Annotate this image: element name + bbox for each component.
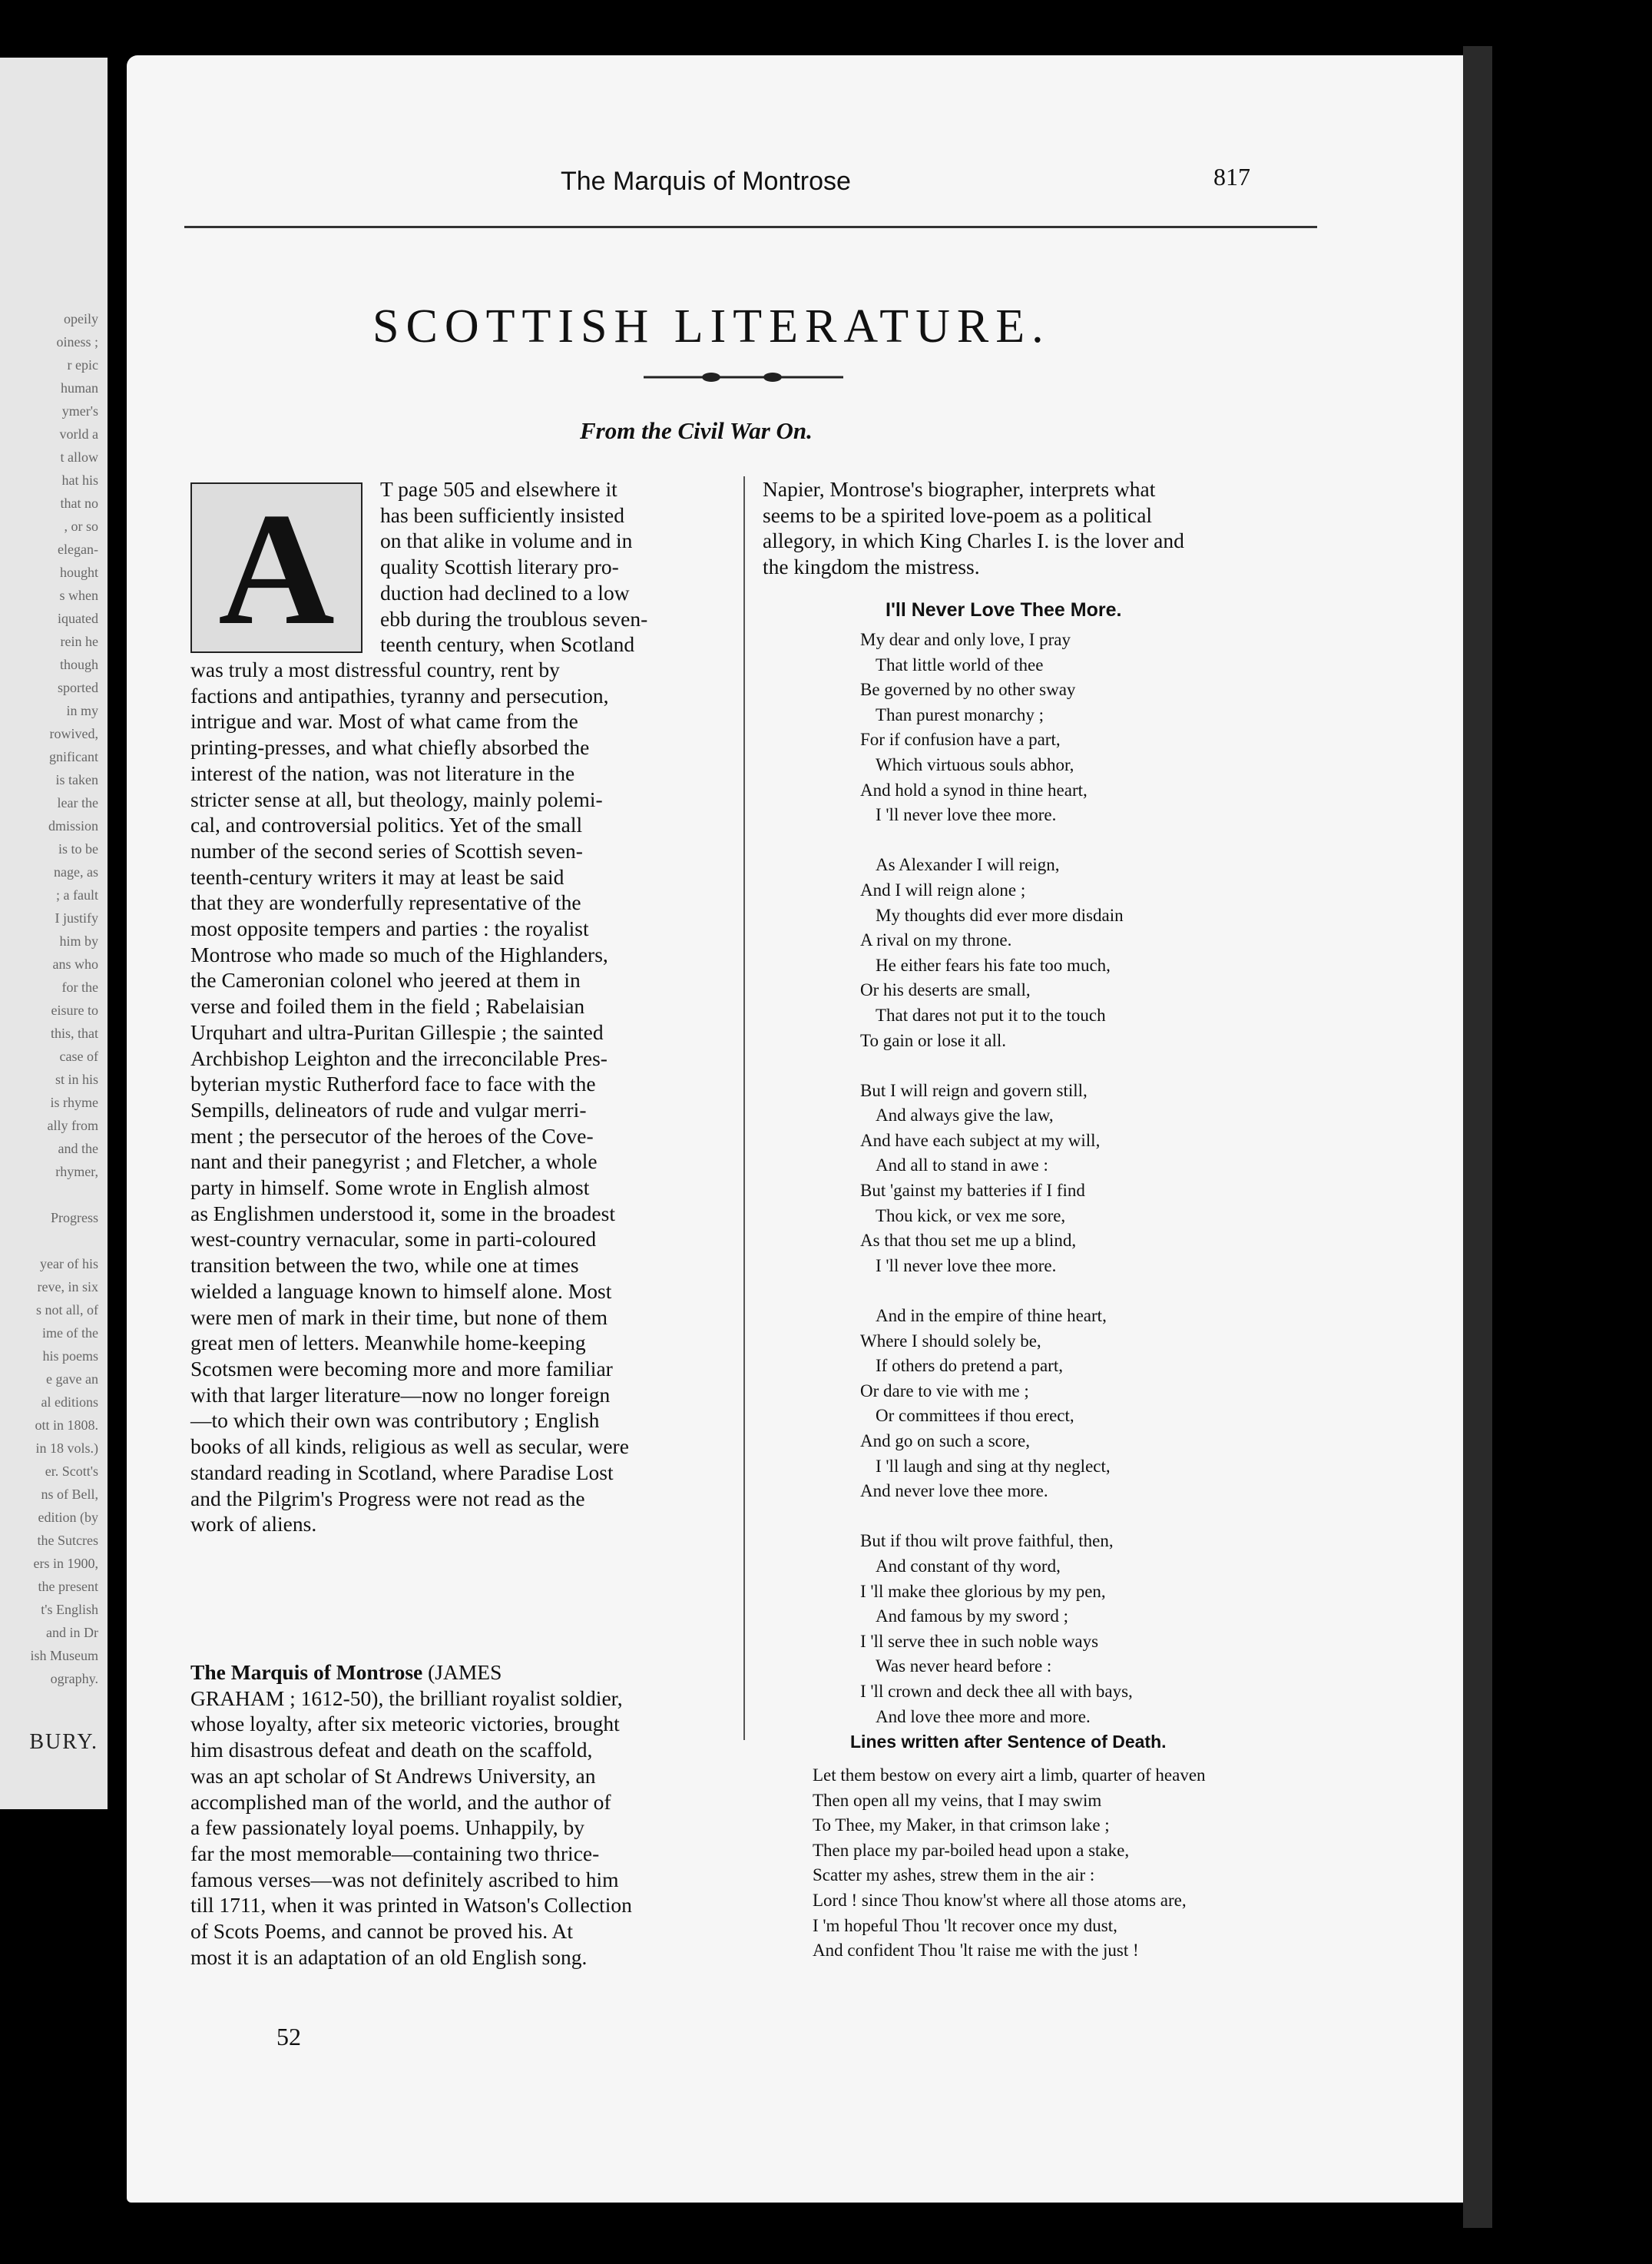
- facing-page-line: ime of the: [42, 1325, 98, 1341]
- facing-page-line: sported: [58, 680, 98, 695]
- paragraph-line: most it is an adaptation of an old English song.: [190, 1944, 588, 1969]
- poem-line: Was never heard before :: [876, 1656, 1052, 1676]
- poem-line: And never love thee more.: [860, 1481, 1048, 1501]
- poem-line: Be governed by no other sway: [860, 680, 1076, 700]
- paragraph-line: —to which their own was contributory ; English: [190, 1408, 600, 1433]
- facing-page-line: that no: [60, 496, 98, 511]
- facing-page-line: iquated: [58, 611, 98, 626]
- paragraph-line: seems to be a spirited love-poem as a political: [763, 502, 1153, 527]
- montrose-heading: The Marquis of Montrose: [190, 1660, 423, 1684]
- facing-page-line: ott in 1808.: [35, 1417, 98, 1433]
- facing-page-line: r epic: [67, 357, 98, 373]
- paragraph-line: books of all kinds, religious as well as secular, were: [190, 1434, 629, 1459]
- facing-page-line: ; a fault: [56, 887, 98, 903]
- facing-page-line: this, that: [51, 1026, 98, 1041]
- facing-page-line: ish Museum: [30, 1648, 98, 1663]
- paragraph-line: Urquhart and ultra-Puritan Gillespie ; the sainted: [190, 1019, 604, 1044]
- section-title: SCOTTISH LITERATURE.: [372, 300, 1051, 353]
- paragraph-line: ment ; the persecutor of the heroes of the Cove-: [190, 1123, 594, 1148]
- facing-page-line: t allow: [60, 449, 98, 465]
- facing-page-line: lear the: [57, 795, 98, 810]
- decorative-initial: [190, 480, 363, 658]
- paragraph-line: him disastrous defeat and death on the scaffold,: [190, 1738, 593, 1762]
- drop-cap-letter: A: [218, 480, 335, 658]
- facing-page-line: opeily: [64, 311, 98, 327]
- poem-line: But I will reign and govern still,: [860, 1080, 1088, 1100]
- facing-page-line: hat his: [61, 472, 98, 488]
- paragraph-line: Archbishop Leighton and the irreconcilable Pres-: [190, 1046, 607, 1070]
- poem-line: [860, 1504, 1133, 1530]
- facing-page-line: edition (by: [38, 1510, 98, 1525]
- montrose-paragraph: [190, 1659, 730, 1970]
- paragraph-line: that they are wonderfully representative of the: [190, 890, 581, 915]
- poem-line: My dear and only love, I pray: [860, 630, 1071, 649]
- poem-line: Thou kick, or vex me sore,: [876, 1205, 1066, 1225]
- poem-line: But if thou wilt prove faithful, then,: [860, 1531, 1114, 1551]
- poem-sentence-of-death: [813, 1763, 1206, 1964]
- facing-page-line: Progress: [51, 1210, 98, 1225]
- facing-page-line: st in his: [55, 1072, 98, 1087]
- paragraph-line: Sempills, delineators of rude and vulgar merri-: [190, 1097, 587, 1122]
- paragraph-line: the kingdom the mistress.: [763, 555, 980, 579]
- facing-page-line: I justify: [55, 910, 98, 926]
- poem-line: Let them bestow on every airt a limb, quarter of heaven: [813, 1765, 1206, 1785]
- poem-line: I 'll never love thee more.: [876, 805, 1057, 825]
- paragraph-line: cal, and controversial politics. Yet of the small: [190, 813, 583, 837]
- poem-line: I 'll laugh and sing at thy neglect,: [876, 1456, 1111, 1476]
- paragraph-line: teenth century, when Scotland: [380, 632, 635, 657]
- paragraph-line: west-country vernacular, some in parti-coloured: [190, 1227, 597, 1251]
- paragraph-line: allegory, in which King Charles I. is the lover and: [763, 529, 1184, 553]
- poem-line: And hold a synod in thine heart,: [860, 780, 1088, 800]
- poem-line: That dares not put it to the touch: [876, 1005, 1106, 1025]
- header-rule: [184, 226, 1317, 228]
- facing-page-line: the Sutcres: [37, 1533, 98, 1548]
- montrose-body: [190, 1686, 730, 1971]
- paragraph-line: Scotsmen were becoming more and more familiar: [190, 1356, 613, 1381]
- facing-page-line: s not all, of: [36, 1302, 98, 1318]
- poem-line: Or dare to vie with me ;: [860, 1381, 1029, 1400]
- paragraph-line: of Scots Poems, and cannot be proved his. At: [190, 1919, 573, 1944]
- poem-line: And always give the law,: [876, 1105, 1054, 1125]
- poem-line: As that thou set me up a blind,: [860, 1231, 1077, 1251]
- title-ornament: [644, 370, 843, 385]
- poem-line: I 'm hopeful Thou 'lt recover once my dust,: [813, 1915, 1117, 1935]
- facing-page-line: his poems: [42, 1348, 98, 1364]
- poem-title-sentence-of-death: Lines written after Sentence of Death.: [850, 1732, 1167, 1752]
- poem-line: I 'll serve thee in such noble ways: [860, 1631, 1099, 1651]
- paragraph-line: number of the second series of Scottish seven-: [190, 838, 583, 863]
- facing-page-line: ans who: [52, 956, 98, 972]
- section-subtitle: From the Civil War On.: [580, 417, 813, 444]
- main-paragraph: [190, 657, 730, 1537]
- paragraph-line: intrigue and war. Most of what came from the: [190, 709, 578, 734]
- paragraph-line: stricter sense at all, but theology, mainly polemi-: [190, 787, 603, 811]
- facing-page-line: is rhyme: [50, 1095, 98, 1110]
- paragraph-line: a few passionately loyal poems. Unhappily, by: [190, 1815, 584, 1840]
- facing-page-line: year of his: [40, 1256, 98, 1271]
- facing-page-line: ography.: [50, 1671, 98, 1686]
- poem-never-love: [860, 628, 1133, 1729]
- paragraph-line: nant and their panegyrist ; and Fletcher, a whole: [190, 1149, 598, 1174]
- poem-line: He either fears his fate too much,: [876, 955, 1111, 975]
- facing-page-line: him by: [59, 933, 98, 949]
- facing-page-line: ers in 1900,: [33, 1556, 98, 1571]
- paragraph-line: most opposite tempers and parties : the royalist: [190, 917, 589, 941]
- paragraph-line: ebb during the troublous seven-: [380, 606, 648, 631]
- poem-line: And have each subject at my will,: [860, 1130, 1101, 1150]
- poem-line: I 'll never love thee more.: [876, 1255, 1057, 1275]
- paragraph-line: wielded a language known to himself alone. Most: [190, 1278, 612, 1303]
- poem-line: And in the empire of thine heart,: [876, 1306, 1107, 1326]
- facing-page-line: in my: [66, 703, 98, 718]
- paragraph-line: standard reading in Scotland, where Paradise Lost: [190, 1460, 614, 1484]
- poem-line: Then open all my veins, that I may swim: [813, 1790, 1102, 1810]
- facing-page-line: er. Scott's: [45, 1463, 98, 1479]
- paragraph-line: famous verses—was not definitely ascribed to him: [190, 1867, 619, 1891]
- paragraph-line: whose loyalty, after six meteoric victories, brought: [190, 1712, 620, 1736]
- poem-line: [860, 1053, 1133, 1079]
- facing-page-line: gnificant: [49, 749, 98, 764]
- facing-page-line: the present: [38, 1579, 98, 1594]
- paragraph-line: T page 505 and elsewhere it: [380, 477, 617, 501]
- poem-line: And confident Thou 'lt raise me with the just !: [813, 1941, 1139, 1961]
- facing-page-line: ymer's: [61, 403, 98, 419]
- running-header-title: The Marquis of Montrose: [561, 167, 851, 196]
- facing-page-line: eisure to: [51, 1003, 98, 1018]
- poem-line: That little world of thee: [876, 655, 1044, 675]
- poem-line: I 'll make thee glorious by my pen,: [860, 1581, 1106, 1601]
- paragraph-line: were men of mark in their time, but none of them: [190, 1304, 607, 1329]
- facing-page-line: though: [59, 657, 98, 672]
- poem-line: But 'gainst my batteries if I find: [860, 1181, 1085, 1201]
- poem-line: As Alexander I will reign,: [876, 855, 1060, 875]
- paragraph-line: factions and antipathies, tyranny and persecution,: [190, 683, 609, 708]
- poem-line: And all to stand in awe :: [876, 1155, 1048, 1175]
- facing-page-line: vorld a: [59, 426, 98, 442]
- page-number: 817: [1213, 163, 1250, 191]
- paragraph-line: and the Pilgrim's Progress were not read as the: [190, 1486, 585, 1510]
- paragraph-line: accomplished man of the world, and the author of: [190, 1789, 611, 1814]
- paragraph-line: was truly a most distressful country, rent by: [190, 658, 560, 681]
- paragraph-line: was an apt scholar of St Andrews University, an: [190, 1763, 596, 1788]
- facing-page-line: for the: [61, 980, 98, 995]
- poem-line: A rival on my throne.: [860, 930, 1012, 950]
- poem-line: I 'll crown and deck thee all with bays,: [860, 1681, 1133, 1701]
- paragraph-line: great men of letters. Meanwhile home-keeping: [190, 1331, 586, 1355]
- paragraph-line: Montrose who made so much of the Highlanders,: [190, 942, 608, 966]
- poem-line: If others do pretend a part,: [876, 1356, 1063, 1376]
- poem-line: Or committees if thou erect,: [876, 1406, 1074, 1426]
- paragraph-line: work of aliens.: [190, 1512, 317, 1536]
- paragraph-line: far the most memorable—containing two thrice-: [190, 1841, 600, 1865]
- paragraph-line: party in himself. Some wrote in English almost: [190, 1175, 590, 1200]
- facing-page-line: elegan-: [58, 542, 98, 557]
- poem-line: [860, 1278, 1133, 1304]
- page-edge-shadow: [1463, 46, 1492, 2228]
- paragraph-line: the Cameronian colonel who jeered at them in: [190, 968, 581, 993]
- facing-page-line: rhymer,: [55, 1164, 98, 1179]
- facing-page-line: human: [61, 380, 98, 396]
- paragraph-line: printing-presses, and what chiefly absorbed the: [190, 735, 590, 760]
- facing-page-signature: BURY.: [29, 1730, 98, 1754]
- facing-page-line: oiness ;: [56, 334, 98, 350]
- facing-page-line: s when: [59, 588, 98, 603]
- poem-line: My thoughts did ever more disdain: [876, 905, 1124, 925]
- paragraph-line: interest of the nation, was not literature in the: [190, 761, 575, 785]
- opening-paragraph-lines: [380, 476, 730, 658]
- facing-page-line: t's English: [41, 1602, 98, 1617]
- paragraph-line: Napier, Montrose's biographer, interprets what: [763, 477, 1156, 501]
- facing-page-line: e gave an: [46, 1371, 98, 1387]
- facing-page-line: dmission: [48, 818, 98, 834]
- facing-page-line: case of: [59, 1049, 98, 1064]
- poem-line: Then place my par-boiled head upon a stake,: [813, 1840, 1130, 1860]
- montrose-first-line: The Marquis of Montrose (JAMES: [190, 1660, 502, 1684]
- facing-page-line: ally from: [47, 1118, 98, 1133]
- poem-line: [860, 828, 1133, 854]
- poem-line: Which virtuous souls abhor,: [876, 754, 1074, 774]
- paragraph-line: byterian mystic Rutherford face to face with the: [190, 1072, 596, 1096]
- facing-page-fragment: [0, 58, 108, 1809]
- poem-line: Lord ! since Thou know'st where all those atoms are,: [813, 1890, 1187, 1910]
- facing-page-line: is to be: [58, 841, 98, 857]
- signature-number: 52: [276, 2023, 301, 2050]
- poem-title-never-love: I'll Never Love Thee More.: [886, 599, 1122, 621]
- facing-page-line: in 18 vols.): [35, 1440, 98, 1456]
- paragraph-line: verse and foiled them in the field ; Rabelaisian: [190, 994, 585, 1019]
- poem-line: And love thee more and more.: [876, 1706, 1091, 1726]
- paragraph-line: has been sufficiently insisted: [380, 502, 624, 527]
- facing-page-line: al editions: [41, 1394, 98, 1410]
- paragraph-line: GRAHAM ; 1612-50), the brilliant royalist soldier,: [190, 1686, 623, 1710]
- facing-page-line: and the: [58, 1141, 98, 1156]
- facing-page-line: rein he: [60, 634, 98, 649]
- poem-line: To gain or lose it all.: [860, 1030, 1007, 1050]
- poem-line: And I will reign alone ;: [860, 880, 1026, 900]
- paragraph-line: as Englishmen understood it, some in the broadest: [190, 1201, 615, 1225]
- facing-page-line: , or so: [64, 519, 98, 534]
- facing-page-line: rowived,: [49, 726, 98, 741]
- poem-line: For if confusion have a part,: [860, 730, 1061, 750]
- facing-page-line: is taken: [55, 772, 98, 787]
- paragraph-line: till 1711, when it was printed in Watson's Collection: [190, 1893, 632, 1918]
- poem-line: Than purest monarchy ;: [876, 704, 1045, 724]
- facing-page-line: hought: [59, 565, 98, 580]
- facing-page-line: ns of Bell,: [41, 1487, 98, 1502]
- poem-line: And famous by my sword ;: [876, 1606, 1069, 1626]
- poem-line: Where I should solely be,: [860, 1331, 1041, 1351]
- paragraph-line: teenth-century writers it may at least be said: [190, 864, 564, 889]
- paragraph-line: quality Scottish literary pro-: [380, 555, 619, 579]
- facing-page-line: nage, as: [54, 864, 98, 880]
- right-column-intro: [763, 476, 1300, 580]
- poem-line: Scatter my ashes, strew them in the air :: [813, 1865, 1095, 1885]
- poem-line: And constant of thy word,: [876, 1556, 1061, 1576]
- paragraph-line: transition between the two, while one at times: [190, 1253, 579, 1278]
- column-divider: [743, 476, 745, 1740]
- poem-line: Or his deserts are small,: [860, 980, 1031, 1000]
- poem-line: And go on such a score,: [860, 1431, 1031, 1450]
- poem-line: To Thee, my Maker, in that crimson lake ;: [813, 1815, 1110, 1835]
- facing-page-line: and in Dr: [46, 1625, 98, 1640]
- paragraph-line: duction had declined to a low: [380, 580, 630, 605]
- facing-page-line: reve, in six: [37, 1279, 98, 1294]
- paragraph-line: with that larger literature—now no longer foreign: [190, 1382, 611, 1407]
- paragraph-line: on that alike in volume and in: [380, 529, 633, 553]
